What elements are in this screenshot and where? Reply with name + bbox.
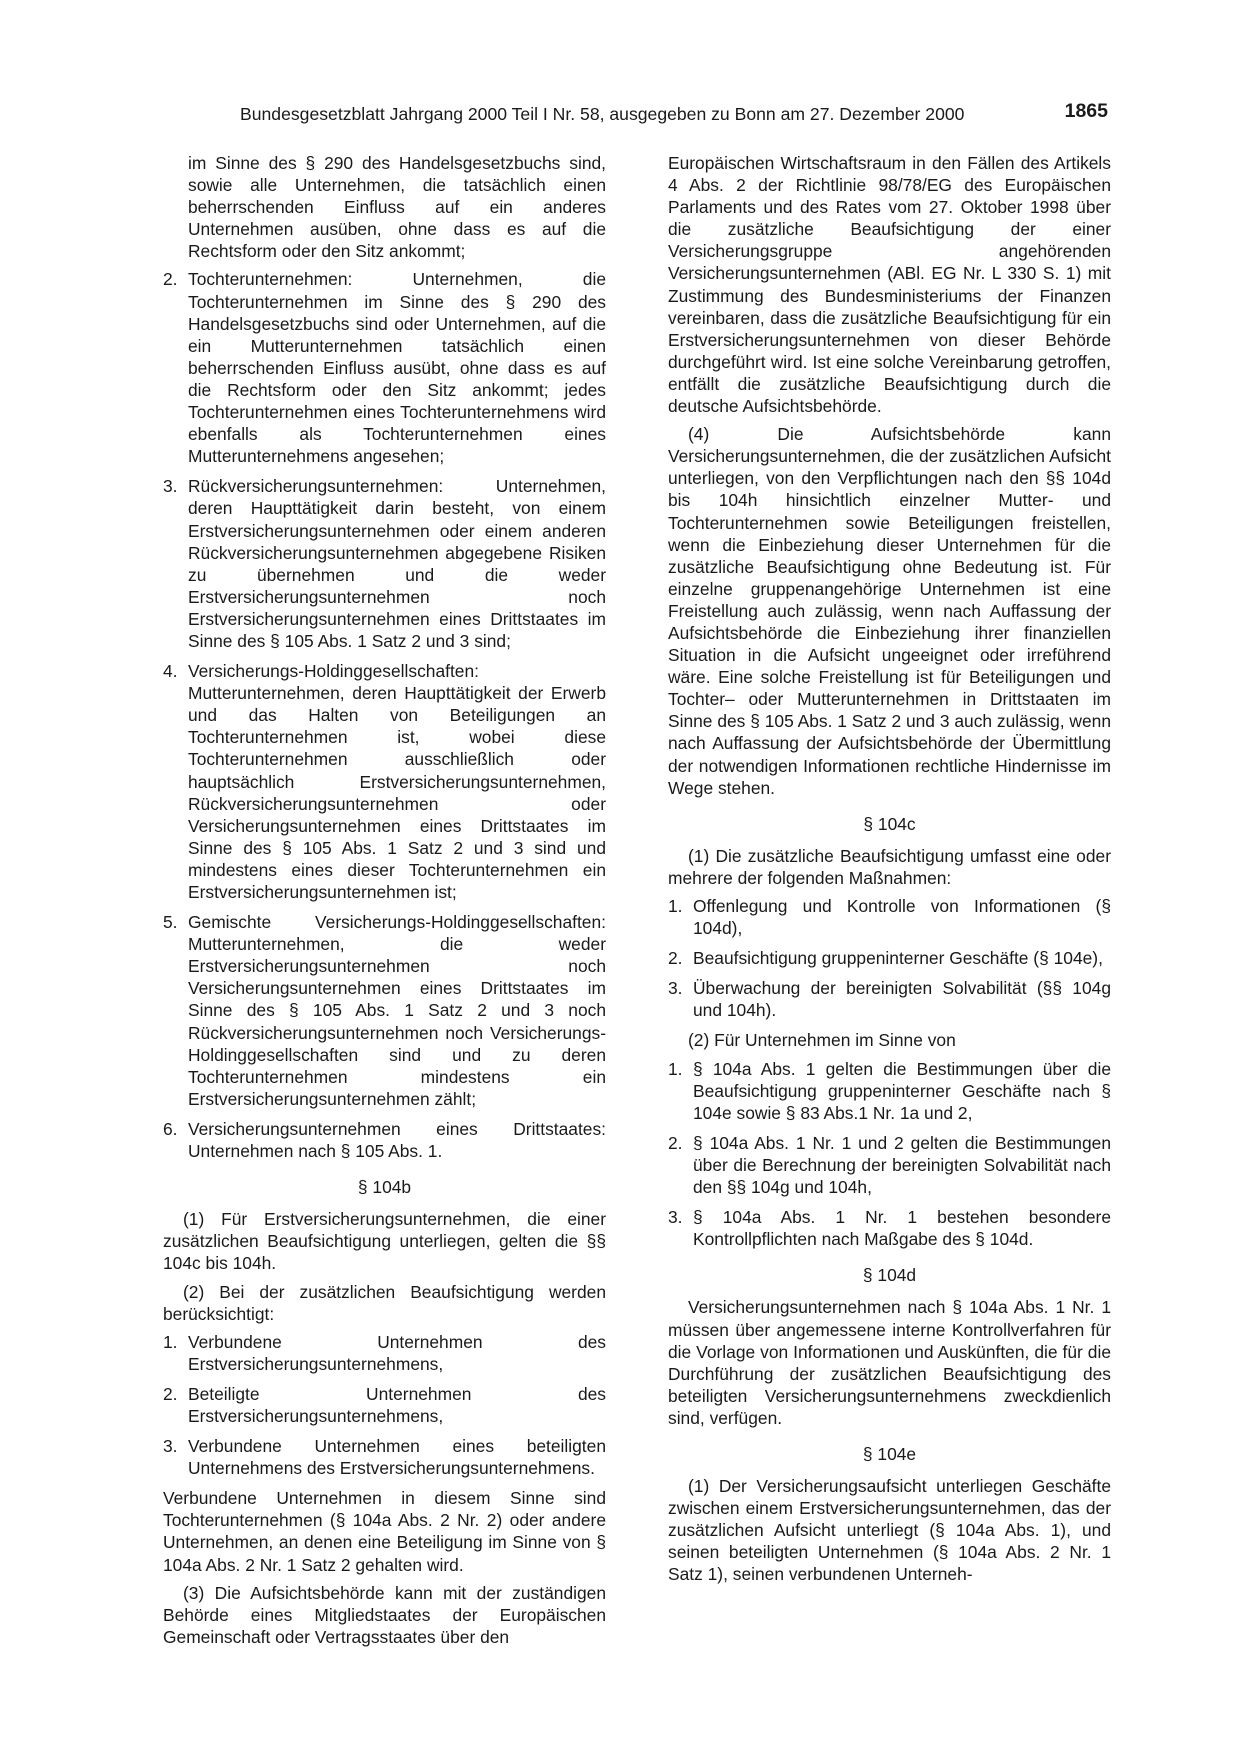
paragraph-104b-3-start: (3) Die Aufsichtsbehörde kann mit der zuständigen Behörde eines Mitgliedstaates der Europäischen Gemeinschaft oder Vertragsstaates über den	[163, 1582, 606, 1647]
item-text: Versicherungsunternehmen eines Drittstaates: Unternehmen nach § 105 Abs. 1.	[188, 1118, 606, 1162]
paragraph-104b-2: (2) Bei der zusätzlichen Beaufsichtigung werden berücksichtigt:	[163, 1281, 606, 1324]
list-item	[668, 895, 1111, 939]
right-column	[668, 152, 1111, 1592]
item-text: Verbundene Unternehmen des Erstversicherungsunternehmens,	[188, 1331, 606, 1374]
running-header	[240, 98, 1108, 126]
item-text: Überwachung der bereinigten Solvabilität (§§ 104g und 104h).	[693, 978, 1111, 1021]
item-number: 2.	[668, 1132, 683, 1153]
paragraph-104c-2: (2) Für Unternehmen im Sinne von	[688, 1030, 956, 1051]
item-text: Offenlegung und Kontrolle von Informationen (§ 104d),	[693, 896, 1111, 939]
paragraph-104b-4: (4) Die Aufsichtsbehörde kann Versicherungsunternehmen, die der zusätzlichen Aufsicht unterliegen, von den Verpflichtungen nach den §§ 104d bis 104h hinsichtlich einzelner Mutter- und Tochterunternehmen sowie Beteiligungen freistellen, wenn die Einbeziehung dieser Unternehmen für die zusätzliche Beaufsichtigung ohne Bedeutung ist. Für einzelne gruppenangehörige Unternehmen ist eine Freistellung auch zulässig, wenn nach Auffassung der Aufsichtsbehörde die Einbeziehung ihrer finanziellen Situation in die Aufsicht ungeeignet oder irreführend wäre. Eine solche Freistellung ist für Beteiligungen und Tochter– oder Mutterunternehmen in Drittstaaten im Sinne des § 105 Abs. 1 Satz 2 und 3 auch zulässig, wenn nach Auffassung der Aufsichtsbehörde der Übermittlung der notwendigen Informationen rechtliche Hindernisse im Wege stehen.	[668, 424, 1111, 798]
definition-item-3	[163, 475, 606, 652]
section-heading-104b: § 104b	[357, 1177, 412, 1198]
item-text: Rückversicherungsunternehmen: Unternehmen, deren Haupttätigkeit darin besteht, von einem Erstversicherungsunternehmen oder einem anderen Rückversicherungsunternehmen abgegebene Risiken zu übernehmen und die weder Erstversicherungsunternehmen noch Erstversicherungsunternehmen eines Drittstaates im Sinne des § 105 Abs. 1 Satz 2 und 3 sind;	[188, 476, 606, 651]
item-text: Versicherungs-Holdinggesellschaften: Mutterunternehmen, deren Haupttätigkeit der Erwerb und das Halten von Beteiligungen an Tochterunternehmen ist, wobei diese Tochterunternehmen ausschließlich oder hauptsächlich Erstversicherungsunternehmen, Rückversicherungsunternehmen oder Versicherungsunternehmen eines Drittstaates im Sinne des § 105 Abs. 1 Satz 2 und 3 sind und mindestens eines dieser Tochterunternehmen ein Erstversicherungsunternehmen ist;	[188, 661, 606, 902]
list-item	[668, 1132, 1111, 1198]
item-number: 3.	[668, 978, 683, 999]
list-item	[163, 1383, 606, 1427]
item-text: Verbundene Unternehmen eines beteiligten Unternehmens des Erstversicherungsunternehmens.	[188, 1436, 606, 1479]
item-text: Beaufsichtigung gruppeninterner Geschäfte (§ 104e),	[693, 948, 1103, 969]
item-number: 3.	[163, 476, 178, 497]
item-number: 3.	[668, 1207, 683, 1228]
definition-item-2	[163, 268, 606, 467]
continuation-paragraph: im Sinne des § 290 des Handelsgesetzbuchs sind, sowie alle Unternehmen, die tatsächlich einen beherrschenden Einfluss auf ein anderes Unternehmen ausüben, ohne dass es auf die Rechtsform oder den Sitz ankommt;	[188, 153, 606, 262]
list-item	[668, 1206, 1111, 1250]
list-item	[163, 1435, 606, 1479]
item-number: 5.	[163, 912, 178, 933]
item-text: § 104a Abs. 1 gelten die Bestimmungen über die Beaufsichtigung gruppeninterner Geschäfte nach § 104e sowie § 83 Abs.1 Nr. 1a und 2,	[693, 1058, 1111, 1123]
item-text: § 104a Abs. 1 Nr. 1 bestehen besondere Kontrollpflichten nach Maßgabe des § 104d.	[693, 1207, 1111, 1250]
left-column	[163, 152, 606, 1654]
item-text: Beteiligte Unternehmen des Erstversicherungsunternehmens,	[188, 1383, 606, 1426]
item-text: Gemischte Versicherungs-Holdinggesellschaften: Mutterunternehmen, die weder Erstversicherungsunternehmen noch Versicherungsunternehmen eines Drittstaates im Sinne des § 105 Abs. 1 Satz 2 und 3 noch Rückversicherungsunternehmen noch Versicherungs-Holdinggesellschaften sind und zu deren Tochterunternehmen mindestens ein Erstversicherungsunternehmen zählt;	[188, 912, 606, 1109]
item-number: 6.	[163, 1118, 178, 1139]
definition-item-5	[163, 911, 606, 1110]
section-heading-104d: § 104d	[862, 1265, 917, 1286]
item-number: 1.	[668, 1058, 683, 1079]
paragraph-104b-1: (1) Für Erstversicherungsunternehmen, die einer zusätzlichen Beaufsichtigung unterliegen, gelten die §§ 104c bis 104h.	[163, 1209, 606, 1274]
item-number: 1.	[163, 1331, 178, 1352]
header-title: Bundesgesetzblatt Jahrgang 2000 Teil I Nr. 58, ausgegeben zu Bonn am 27. Dezember 2000	[240, 104, 965, 124]
section-heading-104e: § 104e	[862, 1443, 917, 1464]
item-text: § 104a Abs. 1 Nr. 1 und 2 gelten die Bestimmungen über die Berechnung der bereinigten Solvabilität nach den §§ 104g und 104h,	[693, 1132, 1111, 1198]
definition-item-4	[163, 660, 606, 903]
item-number: 2.	[163, 1383, 178, 1404]
item-number: 1.	[668, 896, 683, 916]
item-number: 3.	[163, 1436, 178, 1457]
paragraph-104b-3-continued: Europäischen Wirtschaftsraum in den Fällen des Artikels 4 Abs. 2 der Richtlinie 98/78/EG des Europäischen Parlaments und des Rates vom 27. Oktober 1998 über die zusätzliche Beaufsichtigung der einer Versicherungsgruppe angehörenden Versicherungsunternehmen (ABl. EG Nr. L 330 S. 1) mit Zustimmung des Bundesministeriums der Finanzen vereinbaren, dass die zusätzliche Beaufsichtigung für ein Erstversicherungsunternehmen von dieser Behörde durchgeführt wird. Ist eine solche Vereinbarung getroffen, entfällt die zusätzliche Beaufsichtigung durch die deutsche Aufsichtsbehörde.	[668, 153, 1111, 417]
list-item	[668, 1058, 1111, 1124]
item-number: 2.	[163, 269, 178, 290]
paragraph-104c-1: (1) Die zusätzliche Beaufsichtigung umfasst eine oder mehrere der folgenden Maßnahmen:	[668, 845, 1111, 888]
item-text: Tochterunternehmen: Unternehmen, die Tochterunternehmen im Sinne des § 290 des Handelsgesetzbuchs sind oder Unternehmen, auf die ein Mutterunternehmen tatsächlich einen beherrschenden Einfluss ausübt, ohne dass es auf die Rechtsform oder den Sitz ankommt; jedes Tochterunternehmen eines Tochterunternehmens wird ebenfalls als Tochterunternehmen eines Mutterunternehmens angesehen;	[188, 269, 606, 467]
list-item	[668, 947, 1111, 969]
paragraph-104b-verbundene: Verbundene Unternehmen in diesem Sinne sind Tochterunternehmen (§ 104a Abs. 2 Nr. 2) oder andere Unternehmen, an denen eine Beteiligung im Sinne von § 104a Abs. 2 Nr. 1 Satz 2 gehalten wird.	[163, 1488, 606, 1575]
paragraph-104e-1: (1) Der Versicherungsaufsicht unterliegen Geschäfte zwischen einem Erstversicherungsunternehmen, das der zusätzlichen Aufsicht unterliegt (§ 104a Abs. 1), und seinen beteiligten Unternehmen (§ 104a Abs. 2 Nr. 1 Satz 1), seinen verbundenen Unterneh-	[668, 1476, 1111, 1585]
item-number: 2.	[668, 948, 683, 969]
item-number: 4.	[163, 661, 178, 682]
list-item	[668, 977, 1111, 1021]
section-heading-104c: § 104c	[863, 813, 916, 834]
list-item	[163, 1331, 606, 1375]
paragraph-104d: Versicherungsunternehmen nach § 104a Abs. 1 Nr. 1 müssen über angemessene interne Kontrollverfahren für die Vorlage von Informationen und Auskünften, die für die Durchführung der zusätzlichen Beaufsichtigung des beteiligten Versicherungsunternehmens zweckdienlich sind, verfügen.	[668, 1297, 1111, 1428]
page-number: 1865	[1064, 100, 1108, 122]
definition-item-6	[163, 1118, 606, 1162]
